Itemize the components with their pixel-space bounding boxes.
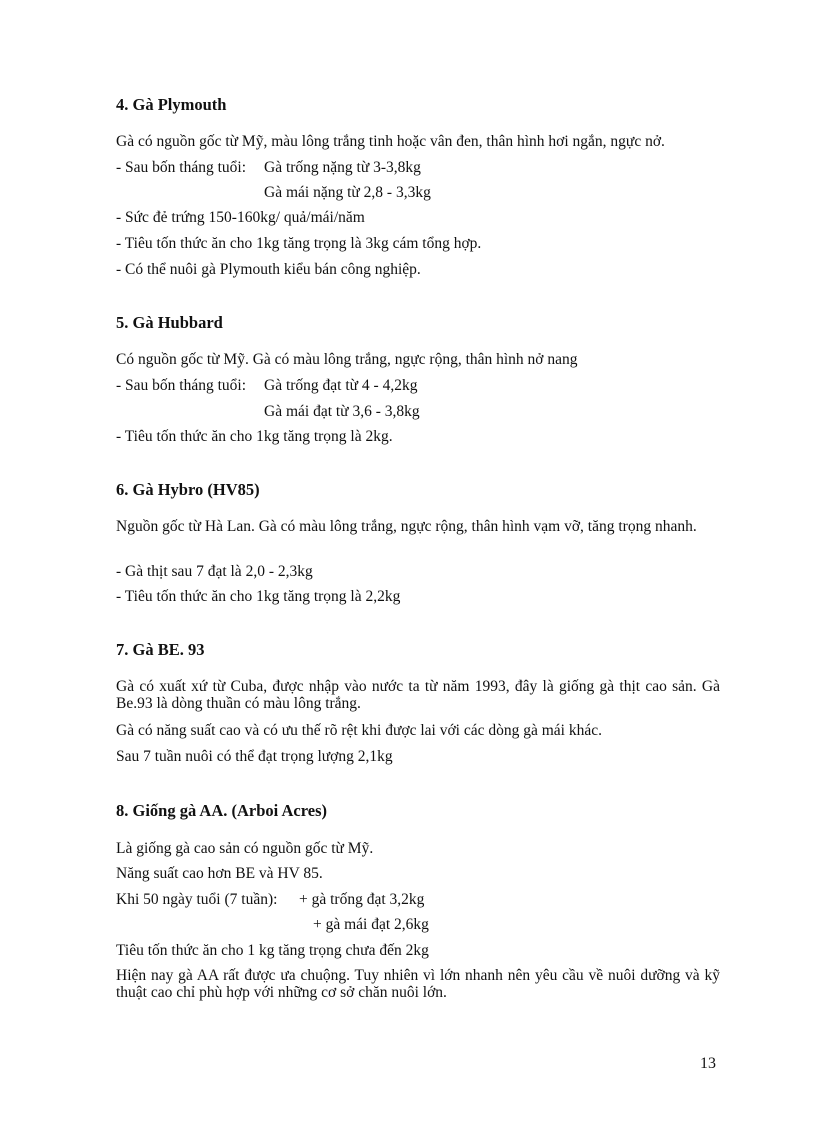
- section-5-feed: - Tiêu tốn thức ăn cho 1kg tăng trọng là 2kg.: [116, 428, 393, 445]
- section-4-age-label: - Sau bốn tháng tuổi:: [116, 159, 247, 176]
- section-4-heading: 4. Gà Plymouth: [116, 95, 227, 114]
- section-8-note: Hiện nay gà AA rất được ưa chuộng. Tuy nhiên vì lớn nhanh nên yêu cầu về nuôi dưỡng và kỹ thuật cao chỉ phù hợp với những cơ sở chăn nuôi lớn.: [116, 967, 720, 1001]
- section-6-feed: - Tiêu tốn thức ăn cho 1kg tăng trọng là 2,2kg: [116, 588, 401, 605]
- section-4-note: - Có thể nuôi gà Plymouth kiểu bán công nghiệp.: [116, 261, 421, 278]
- section-7-intro: Gà có xuất xứ từ Cuba, được nhập vào nước ta từ năm 1993, đây là giống gà thịt cao sản. Gà Be.93 là dòng thuần có màu lông trắng.: [116, 678, 720, 712]
- section-4-rooster-weight: Gà trống nặng từ 3-3,8kg: [264, 159, 421, 176]
- section-6-heading: 6. Gà Hybro (HV85): [116, 480, 260, 499]
- section-8-hen-weight: + gà mái đạt 2,6kg: [313, 916, 429, 933]
- section-7-productivity: Gà có năng suất cao và có ưu thế rõ rệt khi được lai với các dòng gà mái khác.: [116, 722, 602, 739]
- section-4-feed: - Tiêu tốn thức ăn cho 1kg tăng trọng là 3kg cám tổng hợp.: [116, 235, 482, 252]
- section-5-age-label: - Sau bốn tháng tuổi:: [116, 377, 247, 394]
- section-8-feed: Tiêu tốn thức ăn cho 1 kg tăng trọng chưa đến 2kg: [116, 942, 429, 959]
- section-8-age-label: Khi 50 ngày tuổi (7 tuần):: [116, 891, 278, 908]
- section-7-heading: 7. Gà BE. 93: [116, 640, 205, 659]
- section-6-intro: Nguồn gốc từ Hà Lan. Gà có màu lông trắng, ngực rộng, thân hình vạm vỡ, tăng trọng nhanh.: [116, 518, 697, 535]
- section-5-rooster-weight: Gà trống đạt từ 4 - 4,2kg: [264, 377, 418, 394]
- section-5-heading: 5. Gà Hubbard: [116, 313, 223, 332]
- section-8-heading: 8. Giống gà AA. (Arboi Acres): [116, 801, 327, 820]
- section-4-egg-yield: - Sức đẻ trứng 150-160kg/ quả/mái/năm: [116, 209, 365, 226]
- section-5-intro: Có nguồn gốc từ Mỹ. Gà có màu lông trắng, ngực rộng, thân hình nở nang: [116, 351, 578, 368]
- section-8-intro: Là giống gà cao sản có nguồn gốc từ Mỹ.: [116, 840, 374, 857]
- section-8-rooster-weight: + gà trống đạt 3,2kg: [299, 891, 425, 908]
- page-number: 13: [700, 1055, 716, 1072]
- section-6-meat-weight: - Gà thịt sau 7 đạt là 2,0 - 2,3kg: [116, 563, 313, 580]
- section-7-weight: Sau 7 tuần nuôi có thể đạt trọng lượng 2,1kg: [116, 748, 393, 765]
- section-4-intro: Gà có nguồn gốc từ Mỹ, màu lông trắng tinh hoặc vân đen, thân hình hơi ngắn, ngực nở.: [116, 133, 665, 150]
- section-8-productivity: Năng suất cao hơn BE và HV 85.: [116, 865, 323, 882]
- section-5-hen-weight: Gà mái đạt từ 3,6 - 3,8kg: [264, 403, 420, 420]
- section-4-hen-weight: Gà mái nặng từ 2,8 - 3,3kg: [264, 184, 431, 201]
